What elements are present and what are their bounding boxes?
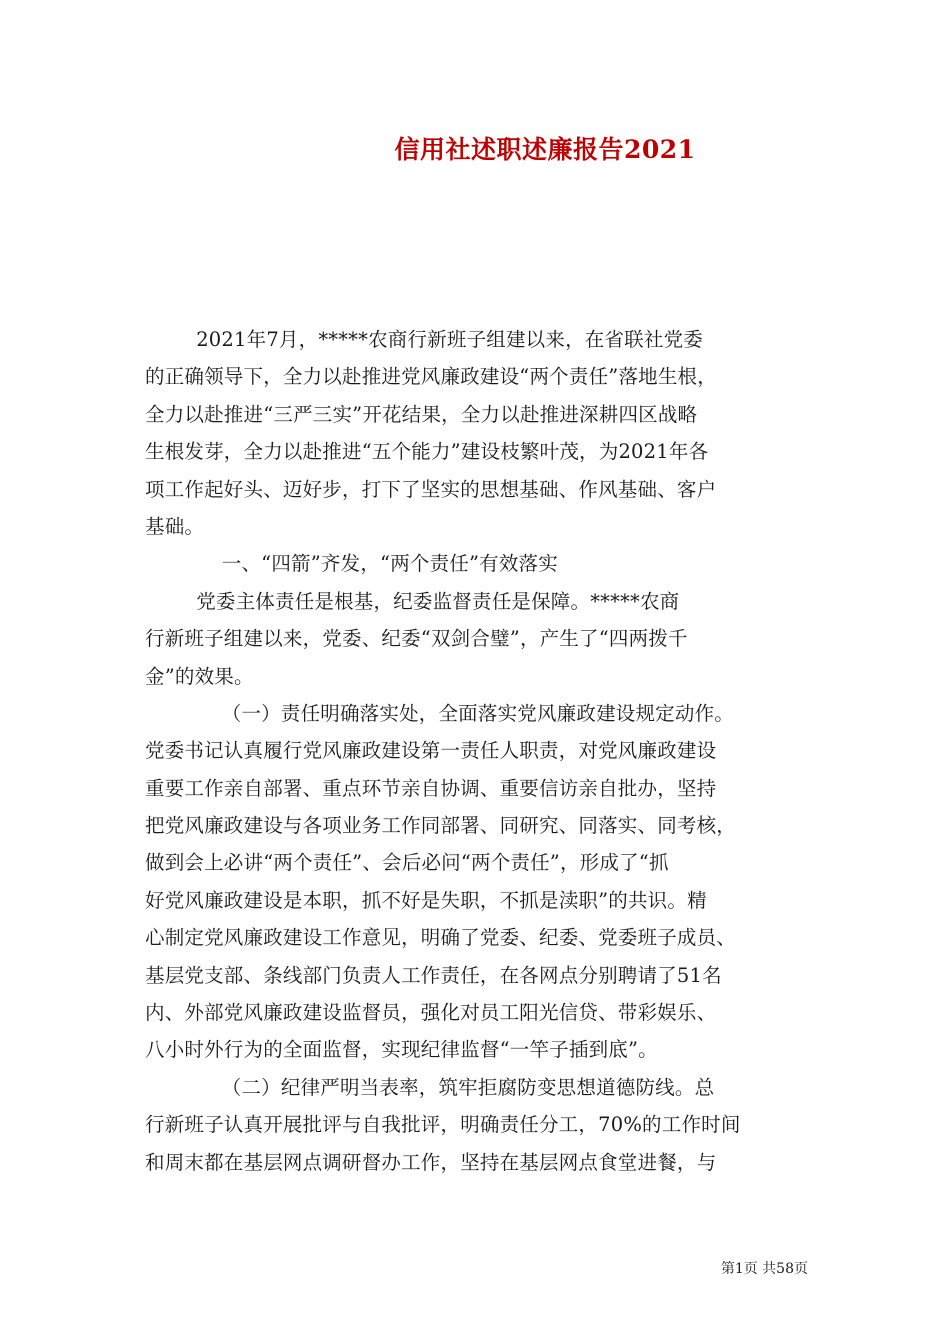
body-line: 行新班子认真开展批评与自我批评，明确责任分工，70%的工作时间 [145,1113,741,1137]
body-line: 2021年7月，*****农商行新班子组建以来，在省联社党委 [145,328,703,351]
body-line: 党委书记认真履行党风廉政建设第一责任人职责，对党风廉政建设 [145,739,717,763]
body-line: 把党风廉政建设与各项业务工作同部署、同研究、同落实、同考核， [145,814,737,838]
body-line: 党委主体责任是根基，纪委监督责任是保障。*****农商 [145,589,680,613]
body-line: 基础。 [145,514,205,538]
body-line: 全力以赴推进“三严三实”开花结果，全力以赴推进深耕四区战略 [145,402,698,426]
body-line: 项工作起好头、迈好步，打下了坚实的思想基础、作风基础、客户 [145,477,717,501]
body-line: 好党风廉政建设是本职，抓不好是失职，不抓是渎职”的共识。精 [145,888,707,912]
body-line: 和周末都在基层网点调研督办工作，坚持在基层网点食堂进餐，与 [145,1150,717,1174]
section-heading: 一、“四箭”齐发，“两个责任”有效落实 [145,552,558,576]
body-line: 生根发芽，全力以赴推进“五个能力”建设枝繁叶茂，为2021年各 [145,440,709,464]
body-line: 基层党支部、条线部门负责人工作责任，在各网点分别聘请了51名 [145,963,722,987]
document-title: 信用社述职述廉报告2021 [394,135,696,164]
body-line: 行新班子组建以来，党委、纪委“双剑合璧”，产生了“四两拨千 [145,627,688,651]
body-line: 做到会上必讲“两个责任”、会后必问“两个责任”，形成了“抓 [145,851,669,875]
body-line: 内、外部党风廉政建设监督员，强化对员工阳光信贷、带彩娱乐、 [145,1001,717,1025]
body-line: 心制定党风廉政建设工作意见，明确了党委、纪委、党委班子成员、 [145,926,737,950]
body-line: 的正确领导下，全力以赴推进党风廉政建设“两个责任”落地生根， [145,365,717,389]
document-body [145,321,807,1181]
body-line: （二）纪律严明当表率，筑牢拒腐防变思想道德防线。总 [145,1075,715,1099]
body-line: 金”的效果。 [145,664,254,688]
body-line: 重要工作亲自部署、重点环节亲自协调、重要信访亲自批办，坚持 [145,776,717,800]
page-number: 第1页 共58页 [720,1261,808,1277]
body-line: 八小时外行为的全面监督，实现纪律监督“一竿子插到底”。 [145,1038,658,1062]
body-line: （一）责任明确落实处，全面落实党风廉政建设规定动作。 [145,701,734,725]
